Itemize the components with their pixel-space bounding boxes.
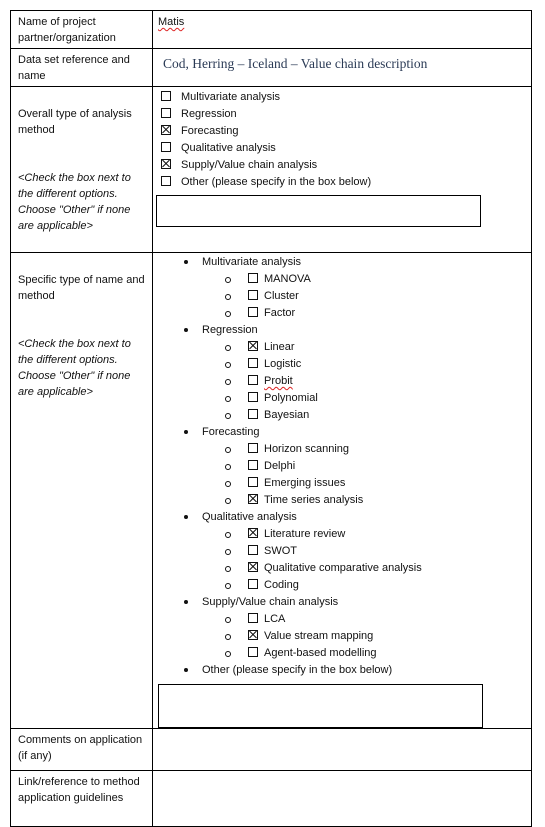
ring-bullet-icon bbox=[225, 549, 231, 555]
option-label: MANOVA bbox=[264, 273, 311, 285]
ring-bullet-icon bbox=[225, 447, 231, 453]
ring-bullet-icon bbox=[225, 379, 231, 385]
sub-option[interactable] bbox=[153, 305, 531, 322]
checkbox[interactable] bbox=[248, 392, 258, 402]
checkbox[interactable] bbox=[248, 579, 258, 589]
ring-bullet-icon bbox=[225, 362, 231, 368]
row-name bbox=[11, 11, 532, 49]
sub-option[interactable] bbox=[153, 492, 531, 509]
option-label: Logistic bbox=[264, 358, 302, 370]
sub-option[interactable] bbox=[153, 560, 531, 577]
checkbox[interactable] bbox=[161, 159, 171, 169]
overall-option[interactable] bbox=[161, 106, 531, 123]
label-link: Link/reference to method application guidelines bbox=[11, 771, 153, 827]
option-label: Coding bbox=[264, 579, 299, 591]
checkbox[interactable] bbox=[248, 443, 258, 453]
option-label: Agent-based modelling bbox=[264, 647, 377, 659]
checkbox[interactable] bbox=[248, 409, 258, 419]
label-dataset: Data set reference and name bbox=[11, 49, 153, 87]
ring-bullet-icon bbox=[225, 413, 231, 419]
overall-option[interactable] bbox=[161, 140, 531, 157]
checkbox[interactable] bbox=[248, 375, 258, 385]
group-regression: Regression bbox=[153, 322, 531, 339]
ring-bullet-icon bbox=[225, 294, 231, 300]
option-label: Cluster bbox=[264, 290, 299, 302]
method-form-table bbox=[10, 10, 532, 827]
overall-instruction: <Check the box next to the different options. Choose "Other" if none are applicable> bbox=[18, 172, 131, 232]
checkbox[interactable] bbox=[248, 494, 258, 504]
option-label: Emerging issues bbox=[264, 477, 346, 489]
specific-options-cell bbox=[153, 253, 532, 729]
checkbox[interactable] bbox=[248, 528, 258, 538]
ring-bullet-icon bbox=[225, 498, 231, 504]
ring-bullet-icon bbox=[225, 396, 231, 402]
overall-option[interactable] bbox=[161, 157, 531, 174]
checkbox[interactable] bbox=[248, 358, 258, 368]
sub-option[interactable] bbox=[153, 271, 531, 288]
label-comments: Comments on application (if any) bbox=[11, 729, 153, 771]
row-overall bbox=[11, 87, 532, 253]
row-dataset bbox=[11, 49, 532, 87]
partner-name-value: Matis bbox=[158, 16, 185, 28]
option-label: Regression bbox=[181, 108, 237, 120]
option-label: Bayesian bbox=[264, 409, 310, 421]
partner-name-field[interactable] bbox=[153, 11, 532, 49]
sub-option[interactable] bbox=[153, 475, 531, 492]
row-comments bbox=[11, 729, 532, 771]
ring-bullet-icon bbox=[225, 464, 231, 470]
ring-bullet-icon bbox=[225, 311, 231, 317]
ring-bullet-icon bbox=[225, 532, 231, 538]
sub-option[interactable] bbox=[153, 645, 531, 662]
sub-option[interactable] bbox=[153, 288, 531, 305]
group-supply-chain: Supply/Value chain analysis bbox=[153, 594, 531, 611]
sub-option[interactable] bbox=[153, 407, 531, 424]
option-label: Supply/Value chain analysis bbox=[181, 159, 318, 171]
ring-bullet-icon bbox=[225, 583, 231, 589]
checkbox[interactable] bbox=[161, 108, 171, 118]
overall-option[interactable] bbox=[161, 89, 531, 106]
dataset-value: Cod, Herring – Iceland – Value chain description bbox=[163, 56, 428, 71]
ring-bullet-icon bbox=[225, 481, 231, 487]
option-label: Literature review bbox=[264, 528, 346, 540]
option-label: Linear bbox=[264, 341, 295, 353]
option-label: Factor bbox=[264, 307, 296, 319]
label-overall-cell bbox=[11, 87, 153, 253]
checkbox[interactable] bbox=[248, 477, 258, 487]
option-label: Probit bbox=[264, 375, 293, 387]
specific-other-input[interactable] bbox=[158, 684, 483, 728]
sub-option[interactable] bbox=[153, 356, 531, 373]
group-qualitative: Qualitative analysis bbox=[153, 509, 531, 526]
overall-other-input[interactable] bbox=[156, 195, 481, 227]
overall-options bbox=[153, 87, 531, 191]
option-label: Value stream mapping bbox=[264, 630, 374, 642]
label-overall: Overall type of analysis method bbox=[18, 108, 132, 136]
sub-option[interactable] bbox=[153, 441, 531, 458]
specific-instruction: <Check the box next to the different options. Choose "Other" if none are applicable> bbox=[18, 338, 131, 398]
option-label: Delphi bbox=[264, 460, 296, 472]
ring-bullet-icon bbox=[225, 634, 231, 640]
sub-option[interactable] bbox=[153, 526, 531, 543]
group-forecasting: Forecasting bbox=[153, 424, 531, 441]
checkbox[interactable] bbox=[161, 91, 171, 101]
sub-option[interactable] bbox=[153, 577, 531, 594]
dataset-field[interactable] bbox=[153, 49, 532, 87]
sub-option[interactable] bbox=[153, 458, 531, 475]
checkbox[interactable] bbox=[248, 613, 258, 623]
sub-option[interactable] bbox=[153, 628, 531, 645]
option-label: Time series analysis bbox=[264, 494, 364, 506]
checkbox[interactable] bbox=[248, 630, 258, 640]
ring-bullet-icon bbox=[225, 566, 231, 572]
option-label: Polynomial bbox=[264, 392, 318, 404]
option-label: Other (please specify in the box below) bbox=[181, 176, 372, 188]
checkbox[interactable] bbox=[248, 273, 258, 283]
option-label: Qualitative comparative analysis bbox=[264, 562, 422, 574]
checkbox[interactable] bbox=[248, 307, 258, 317]
checkbox[interactable] bbox=[248, 562, 258, 572]
sub-option[interactable] bbox=[153, 339, 531, 356]
label-partner-name: Name of project partner/organization bbox=[11, 11, 153, 49]
specific-options bbox=[153, 253, 531, 679]
sub-option[interactable] bbox=[153, 611, 531, 628]
row-link bbox=[11, 771, 532, 827]
checkbox[interactable] bbox=[248, 341, 258, 351]
option-label: Qualitative analysis bbox=[181, 142, 276, 154]
label-specific-cell bbox=[11, 253, 153, 729]
label-specific: Specific type of name and method bbox=[18, 274, 145, 302]
sub-option[interactable] bbox=[153, 543, 531, 560]
ring-bullet-icon bbox=[225, 277, 231, 283]
row-specific bbox=[11, 253, 532, 729]
overall-options-cell bbox=[153, 87, 532, 253]
checkbox[interactable] bbox=[248, 290, 258, 300]
sub-option[interactable] bbox=[153, 390, 531, 407]
checkbox[interactable] bbox=[248, 647, 258, 657]
checkbox[interactable] bbox=[248, 545, 258, 555]
overall-option[interactable] bbox=[161, 174, 531, 191]
checkbox[interactable] bbox=[248, 460, 258, 470]
overall-option[interactable] bbox=[161, 123, 531, 140]
group-other: Other (please specify in the box below) bbox=[153, 662, 531, 679]
option-label: Horizon scanning bbox=[264, 443, 349, 455]
ring-bullet-icon bbox=[225, 651, 231, 657]
checkbox[interactable] bbox=[161, 125, 171, 135]
option-label: LCA bbox=[264, 613, 286, 625]
ring-bullet-icon bbox=[225, 617, 231, 623]
group-multivariate: Multivariate analysis bbox=[153, 254, 531, 271]
option-label: SWOT bbox=[264, 545, 297, 557]
sub-option[interactable] bbox=[153, 373, 531, 390]
option-label: Forecasting bbox=[181, 125, 239, 137]
checkbox[interactable] bbox=[161, 142, 171, 152]
link-field[interactable] bbox=[153, 771, 532, 827]
ring-bullet-icon bbox=[225, 345, 231, 351]
option-label: Multivariate analysis bbox=[181, 91, 281, 103]
comments-field[interactable] bbox=[153, 729, 532, 771]
checkbox[interactable] bbox=[161, 176, 171, 186]
